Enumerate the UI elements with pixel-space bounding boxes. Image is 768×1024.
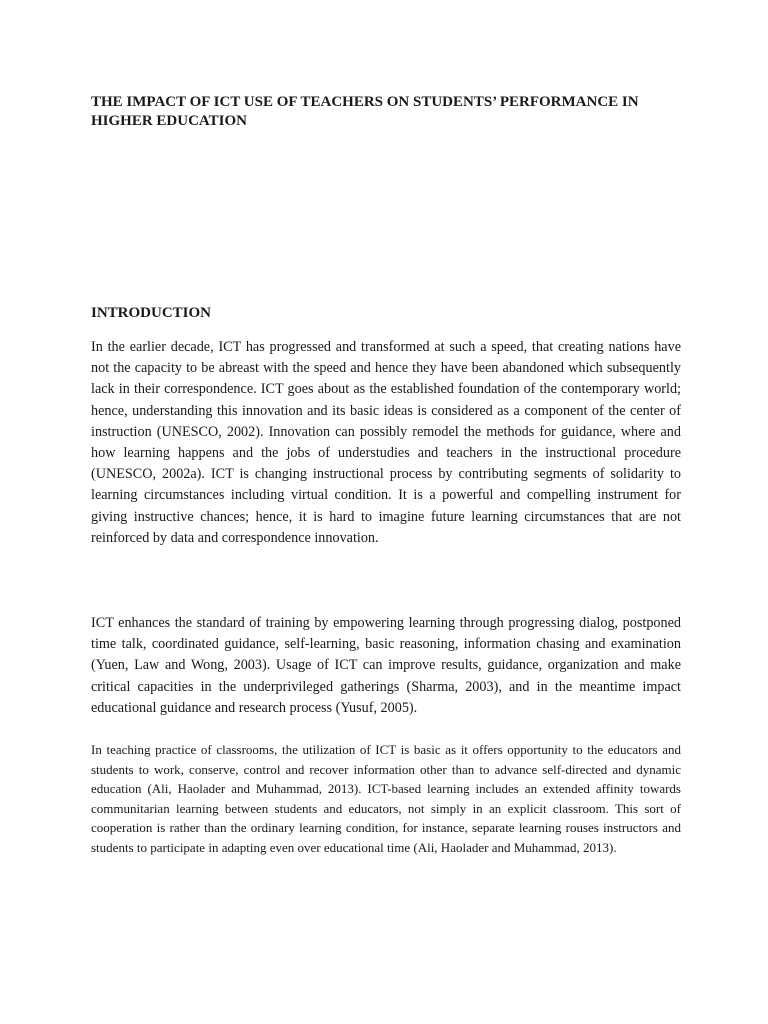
paragraph-3: In teaching practice of classrooms, the utilization of ICT is basic as it offers opportunity to the educators and students to work, conserve, control and recover information other than to advance self-directed and dynamic education (Ali, Haolader and Muhammad, 2013). ICT-based learning includes an extended affinity towards communitarian learning between students and educators, not simply in an explicit classroom. This sort of cooperation is rather than the ordinary learning condition, for instance, separate learning rouses instructors and students to participate in adapting even over educational time (Ali, Haolader and Muhammad, 2013).: [91, 742, 681, 855]
section-heading-introduction: INTRODUCTION: [91, 305, 212, 321]
paragraph-2: ICT enhances the standard of training by empowering learning through progressing dialog, postponed time talk, coordinated guidance, self-learning, basic reasoning, information chasing and examination (Yuen, Law and Wong, 2003). Usage of ICT can improve results, guidance, organization and make critical capacities in the underprivileged gatherings (Sharma, 2003), and in the meantime impact educational guidance and research process (Yusuf, 2005).: [91, 615, 681, 716]
document-title: THE IMPACT OF ICT USE OF TEACHERS ON STUDENTS’ PERFORMANCE IN HIGHER EDUCATION: [91, 94, 639, 129]
paragraph-1: In the earlier decade, ICT has progressed and transformed at such a speed, that creating nations have not the capacity to be abreast with the speed and hence they have been abandoned which subsequently lack in their correspondence. ICT goes about as the established foundation of the contemporary world; hence, understanding this innovation and its basic ideas is considered as a component of the center of instruction (UNESCO, 2002). Innovation can possibly remodel the methods for guidance, where and how learning happens and the jobs of understudies and teachers in the instructional procedure (UNESCO, 2002a). ICT is changing instructional process by contributing segments of solidarity to learning circumstances including virtual condition. It is a powerful and compelling instrument for giving instructive chances; hence, it is hard to imagine future learning circumstances that are not reinforced by data and correspondence innovation.: [91, 339, 681, 546]
